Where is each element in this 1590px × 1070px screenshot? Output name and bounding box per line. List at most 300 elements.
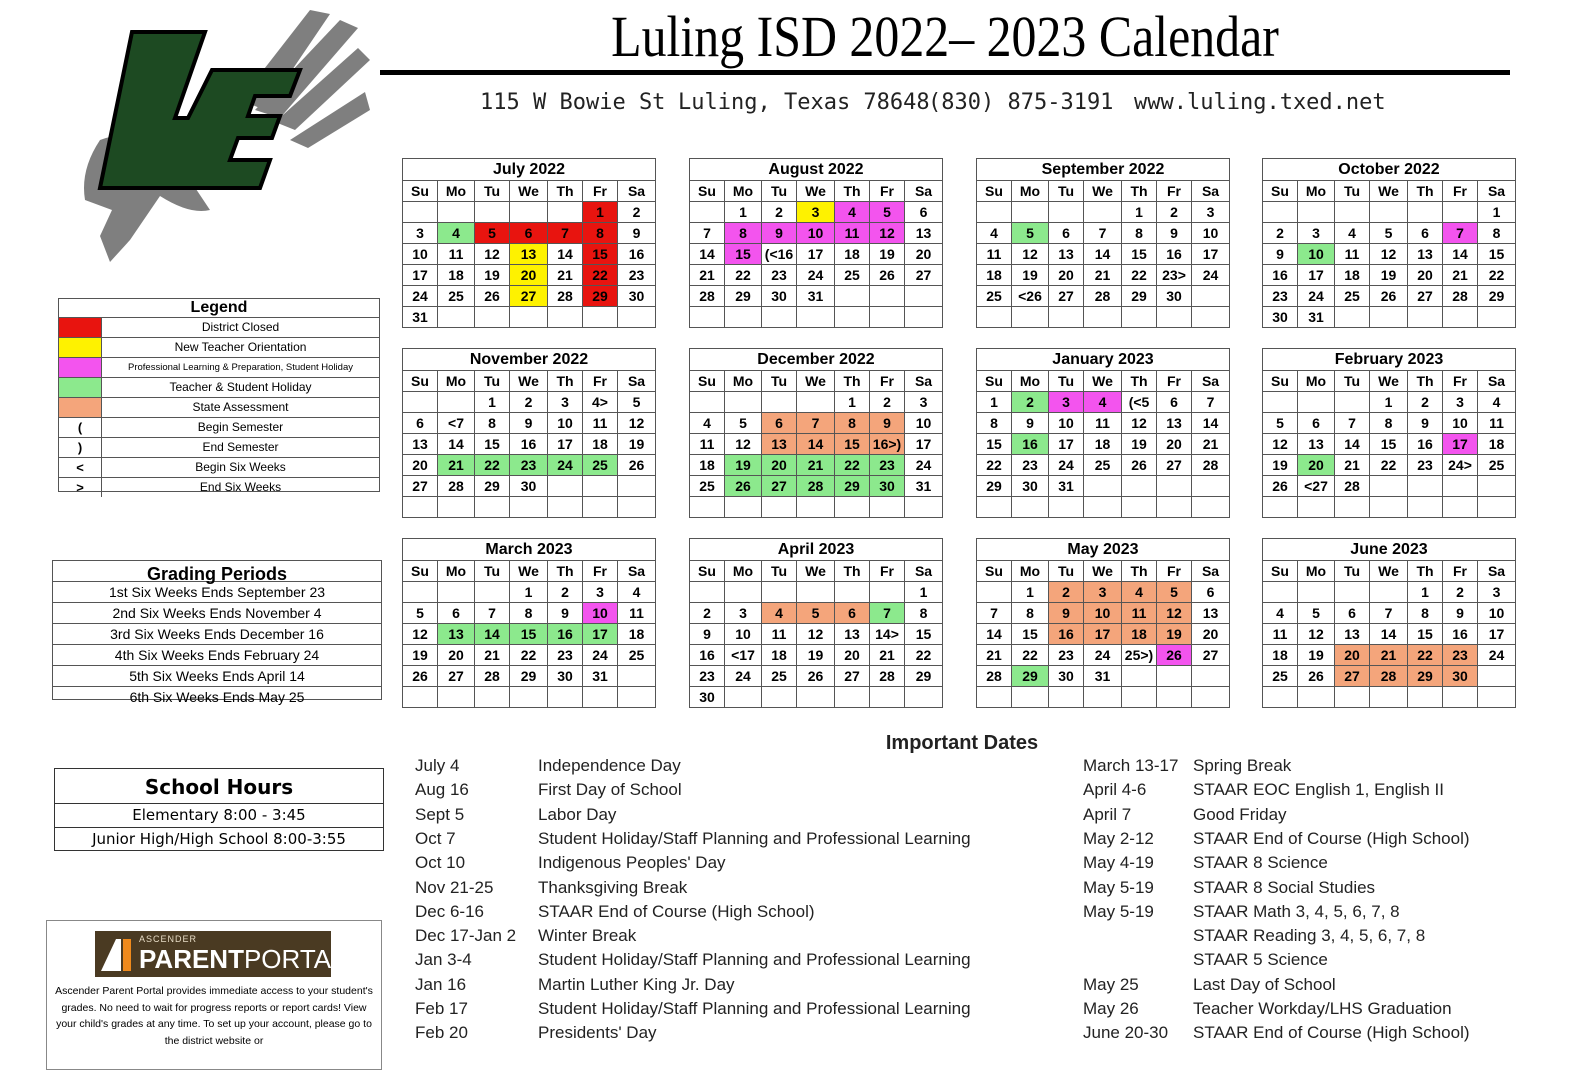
grading-item: 3rd Six Weeks Ends December 16 [53,624,381,645]
grading-title: Grading Periods [53,561,381,582]
empty-cell [835,497,870,518]
weekday-header: Th [548,561,583,582]
important-date: May 25 [1083,974,1139,994]
portal-logo-small: ASCENDER [139,934,198,944]
day-cell: 3 [583,582,618,603]
empty-cell [1443,497,1478,518]
day-cell: 18 [1478,434,1515,455]
day-cell: 26 [475,286,510,307]
empty-cell [438,202,475,223]
day-cell: 25 [690,476,725,497]
weekday-header: Sa [618,181,655,202]
day-cell: <7 [438,413,475,434]
day-cell: 30 [1012,476,1049,497]
day-cell: 28 [1443,286,1478,307]
day-cell: 6 [438,603,475,624]
important-event: Last Day of School [1193,974,1336,994]
important-event: Student Holiday/Staff Planning and Professional Learning [538,828,971,848]
website-link[interactable]: www.luling.txed.net [1134,90,1386,115]
weekday-header: Th [1122,371,1157,392]
month-calendar [976,538,1230,708]
day-cell: 15 [977,434,1012,455]
day-cell: 21 [438,455,475,476]
empty-cell [1192,476,1229,497]
day-cell: 19 [1263,455,1298,476]
day-cell: 15 [475,434,510,455]
day-cell: 4 [1084,392,1122,413]
important-event: Student Holiday/Staff Planning and Professional Learning [538,950,971,970]
day-cell: 17 [1443,434,1478,455]
empty-cell [1084,476,1122,497]
day-cell: 30 [510,476,548,497]
day-cell: 29 [725,286,762,307]
day-cell: 4 [1335,223,1370,244]
day-cell: 11 [1335,244,1370,265]
day-cell: 20 [1335,645,1370,666]
empty-cell [797,307,835,328]
day-cell: 9 [618,223,655,244]
grading-item: 1st Six Weeks Ends September 23 [53,582,381,603]
legend-symbol: > [59,478,102,497]
month-grid [1263,560,1515,708]
day-cell: 8 [583,223,618,244]
day-cell: 10 [403,244,438,265]
day-cell: 26 [870,265,905,286]
day-cell: 22 [1408,645,1443,666]
day-cell: 19 [870,244,905,265]
important-event: STAAR 5 Science [1193,950,1328,970]
day-cell: 17 [797,244,835,265]
weekday-header: Fr [870,561,905,582]
day-cell: 17 [1192,244,1229,265]
empty-cell [1049,497,1084,518]
important-event: STAAR Math 3, 4, 5, 6, 7, 8 [1193,901,1400,921]
important-date: Oct 7 [415,828,456,848]
day-cell: 4 [1478,392,1515,413]
day-cell: 3 [1298,223,1335,244]
empty-cell [1263,202,1298,223]
empty-cell [905,286,942,307]
empty-cell [690,497,725,518]
day-cell: 29 [1408,666,1443,687]
empty-cell [1012,497,1049,518]
empty-cell [438,497,475,518]
day-cell: 25 [1478,455,1515,476]
empty-cell [870,497,905,518]
day-cell: 19 [618,434,655,455]
day-cell: 15 [510,624,548,645]
day-cell: 7 [475,603,510,624]
day-cell: 21 [1443,265,1478,286]
day-cell: <17 [725,645,762,666]
day-cell: 21 [977,645,1012,666]
day-cell: 24> [1443,455,1478,476]
empty-cell [1122,497,1157,518]
day-cell: 5 [870,202,905,223]
empty-cell [905,687,942,708]
empty-cell [977,497,1012,518]
day-cell: 8 [1478,223,1515,244]
weekday-header: Fr [1443,371,1478,392]
day-cell: 2 [762,202,797,223]
important-event: STAAR 8 Social Studies [1193,877,1376,897]
day-cell: 29 [583,286,618,307]
empty-cell [1478,666,1515,687]
day-cell: 19 [1012,265,1049,286]
important-date: May 4-19 [1083,853,1154,873]
day-cell: 6 [403,413,438,434]
empty-cell [475,497,510,518]
weekday-header: Mo [438,371,475,392]
day-cell: 2 [1263,223,1298,244]
day-cell: 8 [1408,603,1443,624]
day-cell: 16 [548,624,583,645]
day-cell: 5 [1157,582,1192,603]
day-cell: 24 [1084,645,1122,666]
weekday-header: Mo [725,371,762,392]
day-cell: 28 [475,666,510,687]
legend-row [59,478,379,497]
day-cell: 4 [1263,603,1298,624]
weekday-header: Mo [1012,181,1049,202]
day-cell: 5 [1263,413,1298,434]
weekday-header: Tu [475,181,510,202]
day-cell: 12 [1157,603,1192,624]
day-cell: 22 [510,645,548,666]
legend-label: Teacher & Student Holiday [169,380,312,394]
weekday-header: Su [403,371,438,392]
empty-cell [583,687,618,708]
day-cell: 13 [905,223,942,244]
empty-cell [618,687,655,708]
day-cell: 3 [1084,582,1122,603]
day-cell: 20 [905,244,942,265]
weekday-header: Tu [762,371,797,392]
title-rule [380,70,1510,75]
day-cell: 31 [583,666,618,687]
important-event: Winter Break [538,926,637,946]
day-cell: 11 [583,413,618,434]
weekday-header: Tu [475,371,510,392]
month-calendar [1262,158,1516,328]
empty-cell [403,687,438,708]
day-cell: 14 [1443,244,1478,265]
day-cell: 8 [510,603,548,624]
district-logo [40,0,370,272]
legend-label: End Six Weeks [199,480,282,494]
day-cell: 6 [1157,392,1192,413]
month-grid [1263,180,1515,328]
empty-cell [725,392,762,413]
day-cell: 6 [835,603,870,624]
month-calendar [1262,348,1516,518]
weekday-header: Sa [1192,181,1229,202]
day-cell: 1 [475,392,510,413]
day-cell: 9 [1049,603,1084,624]
day-cell: 21 [475,645,510,666]
weekday-header: Su [690,561,725,582]
day-cell: 2 [1408,392,1443,413]
empty-cell [725,307,762,328]
day-cell: 31 [905,476,942,497]
day-cell: 18 [977,265,1012,286]
day-cell: 30 [548,666,583,687]
important-date: June 20-30 [1083,1023,1169,1043]
weekday-header: Th [548,371,583,392]
empty-cell [1478,687,1515,708]
day-cell: 17 [1298,265,1335,286]
day-cell: 13 [1049,244,1084,265]
day-cell: 18 [583,434,618,455]
empty-cell [1049,307,1084,328]
day-cell: 31 [403,307,438,328]
day-cell: 29 [1122,286,1157,307]
important-event: Thanksgiving Break [538,877,688,897]
weekday-header: Su [690,181,725,202]
day-cell: 23 [510,455,548,476]
parent-portal-logo[interactable] [95,931,346,977]
day-cell: 23 [1408,455,1443,476]
weekday-header: Sa [1192,561,1229,582]
day-cell: 7 [870,603,905,624]
empty-cell [583,497,618,518]
day-cell: 4 [1122,582,1157,603]
day-cell: 19 [1157,624,1192,645]
day-cell: 16 [1157,244,1192,265]
grading-item: 6th Six Weeks Ends May 25 [129,689,305,705]
weekday-header: Mo [1298,181,1335,202]
day-cell: 23 [762,265,797,286]
day-cell: 12 [725,434,762,455]
day-cell: 22 [1478,265,1515,286]
empty-cell [1049,202,1084,223]
day-cell: 7 [548,223,583,244]
legend-symbol: ) [59,438,102,457]
important-dates-title: Important Dates [885,732,1039,754]
day-cell: 9 [548,603,583,624]
weekday-header: Th [835,561,870,582]
day-cell: 19 [1122,434,1157,455]
empty-cell [1298,582,1335,603]
weekday-header: Tu [1335,561,1370,582]
day-cell: 4 [618,582,655,603]
day-cell: 1 [1408,582,1443,603]
empty-cell [510,687,548,708]
day-cell: 9 [1408,413,1443,434]
day-cell: 24 [1049,455,1084,476]
legend-title: Legend [59,299,379,318]
day-cell: 26 [797,666,835,687]
month-calendar [689,158,943,328]
day-cell: 13 [403,434,438,455]
portal-logo-bold: PARENT [139,944,244,974]
day-cell: 23 [1443,645,1478,666]
empty-cell [1122,307,1157,328]
day-cell: 3 [403,223,438,244]
weekday-header: Su [403,181,438,202]
day-cell: 9 [1012,413,1049,434]
important-event: STAAR EOC English 1, English II [1193,780,1445,800]
empty-cell [835,687,870,708]
day-cell: 10 [905,413,942,434]
day-cell: 16 [510,434,548,455]
legend-label: District Closed [201,320,280,334]
weekday-header: Fr [583,371,618,392]
empty-cell [1263,497,1298,518]
empty-cell [618,307,655,328]
weekday-header: Mo [725,181,762,202]
empty-cell [870,307,905,328]
month-grid [977,370,1229,518]
day-cell: 17 [1478,624,1515,645]
day-cell: 23 [1049,645,1084,666]
important-event: Independence Day [538,756,681,775]
empty-cell [1408,202,1443,223]
day-cell: 8 [977,413,1012,434]
day-cell: 20 [762,455,797,476]
day-cell: 19 [1298,645,1335,666]
day-cell: 8 [1122,223,1157,244]
day-cell: 19 [725,455,762,476]
day-cell: 16 [618,244,655,265]
month-grid [1263,370,1515,518]
day-cell: 28 [690,286,725,307]
empty-cell [510,497,548,518]
weekday-header: Mo [1012,561,1049,582]
day-cell: 22 [725,265,762,286]
day-cell: 15 [905,624,942,645]
weekday-header: We [1370,181,1408,202]
day-cell: 27 [905,265,942,286]
day-cell: 4 [835,202,870,223]
day-cell: 30 [690,687,725,708]
parent-portal-panel [46,920,382,1070]
day-cell: 29 [510,666,548,687]
day-cell: 6 [510,223,548,244]
day-cell: 22 [1370,455,1408,476]
empty-cell [1370,497,1408,518]
day-cell: 28 [1370,666,1408,687]
day-cell: 20 [1298,455,1335,476]
weekday-header: Sa [618,561,655,582]
day-cell: 20 [403,455,438,476]
day-cell: 19 [475,265,510,286]
legend-swatch [59,378,102,397]
month-grid [690,180,942,328]
day-cell: 28 [1335,476,1370,497]
day-cell: 3 [548,392,583,413]
empty-cell [690,392,725,413]
address: 115 W Bowie St [480,90,666,115]
day-cell: 13 [835,624,870,645]
day-cell: 29 [835,476,870,497]
empty-cell [1408,476,1443,497]
day-cell: 29 [475,476,510,497]
weekday-header: Th [1408,561,1443,582]
important-date: Jan 16 [415,974,467,994]
important-event: STAAR 8 Science [1193,853,1328,873]
empty-cell [1335,687,1370,708]
day-cell: 8 [835,413,870,434]
legend-row [59,318,379,338]
empty-cell [1370,202,1408,223]
important-date: July 4 [415,756,460,775]
empty-cell [618,497,655,518]
empty-cell [1298,392,1335,413]
weekday-header: Mo [725,561,762,582]
day-cell: 20 [1157,434,1192,455]
empty-cell [438,392,475,413]
empty-cell [438,582,475,603]
day-cell: 14 [475,624,510,645]
day-cell: 9 [1443,603,1478,624]
day-cell: 14 [1084,244,1122,265]
day-cell: 30 [870,476,905,497]
empty-cell [548,202,583,223]
legend-swatch [59,358,102,377]
legend [58,298,380,495]
empty-cell [1263,392,1298,413]
day-cell: <27 [1298,476,1335,497]
day-cell: 7 [797,413,835,434]
month-title: February 2023 [1334,351,1444,368]
day-cell: 17 [905,434,942,455]
legend-swatch [59,338,102,357]
day-cell: 12 [1263,434,1298,455]
weekday-header: Th [1408,371,1443,392]
important-event: STAAR End of Course (High School) [1193,1023,1470,1043]
weekday-header: We [1084,561,1122,582]
empty-cell [583,476,618,497]
month-title: April 2023 [777,541,855,558]
empty-cell [1443,307,1478,328]
weekday-header: Mo [1298,371,1335,392]
empty-cell [762,307,797,328]
day-cell: 15 [583,244,618,265]
empty-cell [510,202,548,223]
day-cell: 5 [725,413,762,434]
day-cell: 7 [690,223,725,244]
empty-cell [1084,202,1122,223]
empty-cell [548,476,583,497]
day-cell: 21 [548,265,583,286]
important-event: Martin Luther King Jr. Day [538,974,735,994]
important-date: Aug 16 [415,780,469,800]
important-event: Teacher Workday/LHS Graduation [1193,999,1452,1018]
day-cell: 3 [1443,392,1478,413]
legend-row [59,338,379,358]
legend-row [59,438,379,458]
weekday-header: Mo [438,181,475,202]
day-cell: 11 [762,624,797,645]
day-cell: 7 [1084,223,1122,244]
day-cell: 11 [1084,413,1122,434]
day-cell: 8 [905,603,942,624]
empty-cell [977,307,1012,328]
legend-row [59,418,379,438]
month-calendar [402,538,656,708]
day-cell: 14 [548,244,583,265]
important-event: STAAR End of Course (High School) [1193,828,1470,848]
day-cell: 17 [583,624,618,645]
day-cell: 15 [1012,624,1049,645]
day-cell: 10 [583,603,618,624]
day-cell: 22 [583,265,618,286]
weekday-header: We [510,181,548,202]
day-cell: 29 [905,666,942,687]
day-cell: 5 [1012,223,1049,244]
day-cell: 23 [1012,455,1049,476]
